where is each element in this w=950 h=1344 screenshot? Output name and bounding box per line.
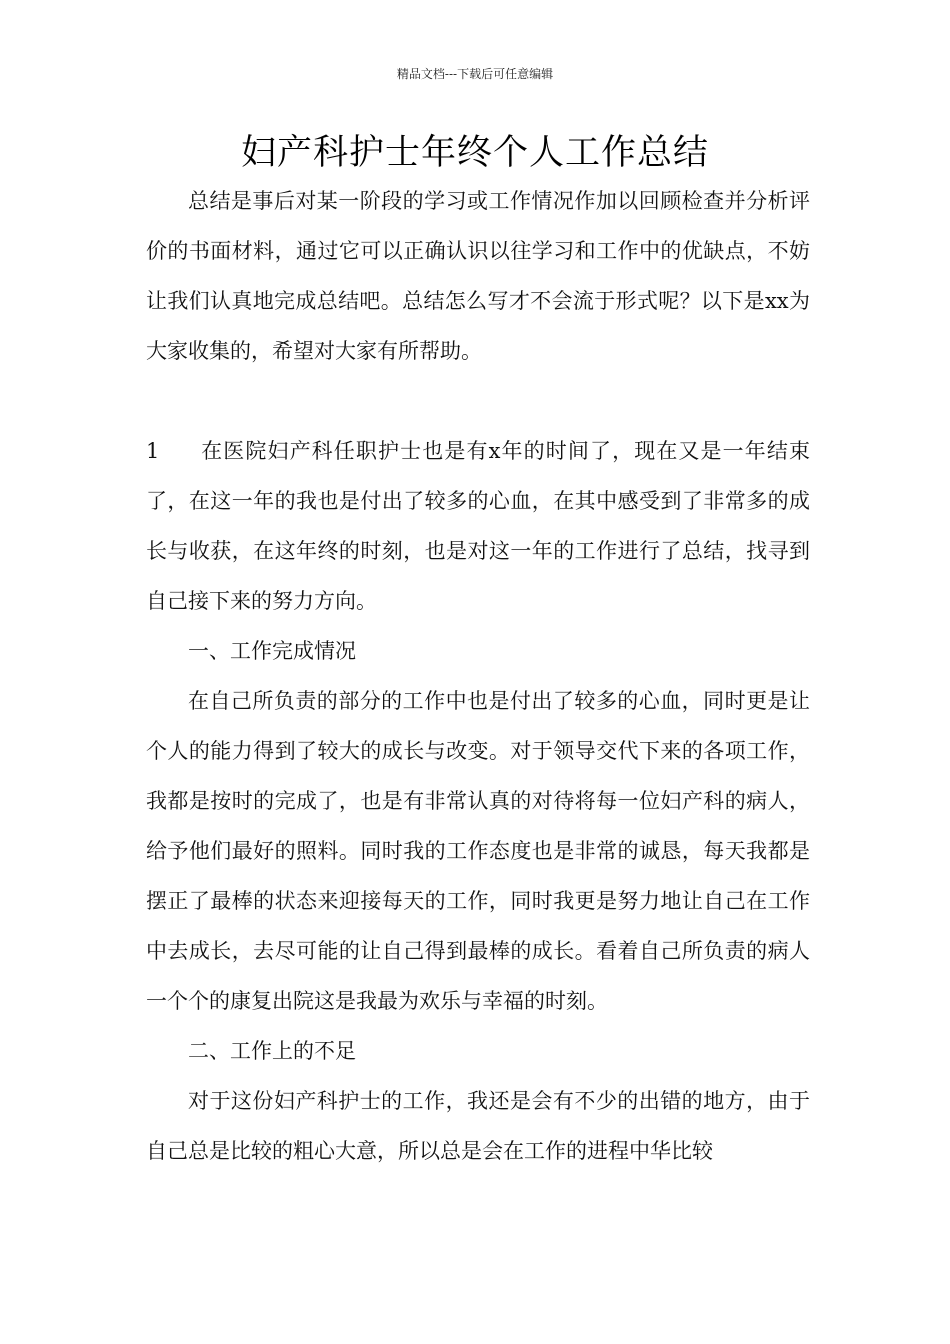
header-note: 精品文档---下载后可任意编辑 [396,67,554,81]
paragraph-gap [146,376,810,426]
section-2-heading: 二、工作上的不足 [188,1039,356,1063]
intro-paragraph: 总结是事后对某一阶段的学习或工作情况作加以回顾检查并分析评价的书面材料，通过它可以正确认识以往学习和工作中的优缺点，不妨让我们认真地完成总结吧。总结怎么写才不会流于形式呢？以下是xx为大家收集的，希望对大家有所帮助。 [146,189,810,363]
item-1-text: 在医院妇产科任职护士也是有x年的时间了，现在又是一年结束了，在这一年的我也是付出了较多的心血，在其中感受到了非常多的成长与收获，在这年终的时刻，也是对这一年的工作进行了总结，找寻到自己接下来的努力方向。 [146,439,810,613]
section-2-body: 对于这份妇产科护士的工作，我还是会有不少的出错的地方，由于自己总是比较的粗心大意，所以总是会在工作的进程中华比较 [146,1089,810,1163]
section-1-body: 在自己所负责的部分的工作中也是付出了较多的心血，同时更是让个人的能力得到了较大的成长与改变。对于领导交代下来的各项工作，我都是按时的完成了，也是有非常认真的对待将每一位妇产科的病人，给予他们最好的照料。同时我的工作态度也是非常的诚恳，每天我都是摆正了最棒的状态来迎接每天的工作，同时我更是努力地让自己在工作中去成长，去尽可能的让自己得到最棒的成长。看着自己所负责的病人一个个的康复出院这是我最为欢乐与幸福的时刻。 [146,689,810,1013]
document-body [146,176,810,1176]
item-1-number: 1 [146,439,160,463]
item-1-paragraph [146,426,810,626]
document-title: 妇产科护士年终个人工作总结 [240,133,709,173]
section-1-heading: 一、工作完成情况 [188,639,356,663]
